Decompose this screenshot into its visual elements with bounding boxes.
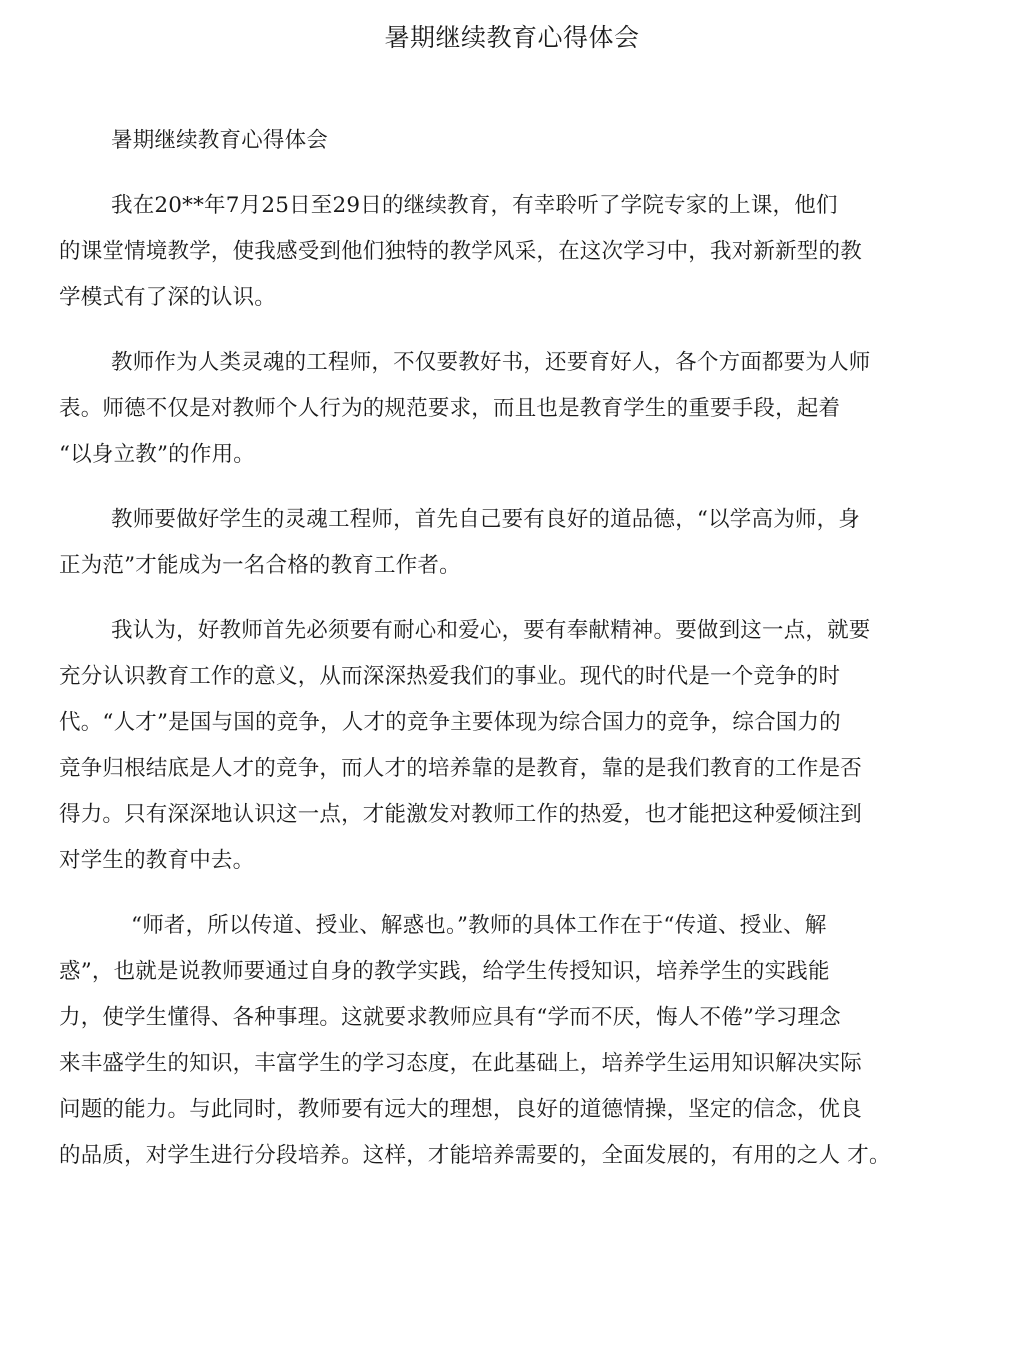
- paragraph-line: 的品质，对学生进行分段培养。这样，才能培养需要的，全面发展的，有用的之人 才。: [59, 1143, 891, 1168]
- paragraph-line: 的课堂情境教学，使我感受到他们独特的教学风采，在这次学习中，我对新新型的教: [59, 239, 862, 264]
- paragraph-line: “以身立教”的作用。: [59, 442, 255, 467]
- paragraph: [59, 183, 959, 321]
- paragraph-line: 暑期继续教育心得体会: [111, 128, 329, 153]
- paragraph: [59, 340, 959, 478]
- paragraph: [59, 497, 959, 589]
- paragraph-line: 惑”，也就是说教师要通过自身的教学实践，给学生传授知识，培养学生的实践能: [59, 959, 830, 984]
- paragraph-line: 教师作为人类灵魂的工程师，不仅要教好书，还要育好人，各个方面都要为人师: [111, 350, 871, 375]
- paragraph-line: 我在20**年7月25日至29日的继续教育，有幸聆听了学院专家的上课，他们: [111, 193, 838, 218]
- paragraph-line: 竞争归根结底是人才的竞争，而人才的培养靠的是教育，靠的是我们教育的工作是否: [59, 756, 862, 781]
- paragraph-line: 教师要做好学生的灵魂工程师，首先自己要有良好的道品德，“以学高为师，身: [111, 507, 860, 532]
- paragraph-line: 充分认识教育工作的意义，从而深深热爱我们的事业。现代的时代是一个竞争的时: [59, 664, 841, 689]
- paragraph-line: 代。“人才”是国与国的竞争，人才的竞争主要体现为综合国力的竞争，综合国力的: [59, 710, 841, 735]
- paragraph: [59, 903, 959, 1179]
- paragraph-line: 得力。只有深深地认识这一点，才能激发对教师工作的热爱，也才能把这种爱倾注到: [59, 802, 862, 827]
- paragraph-line: 正为范”才能成为一名合格的教育工作者。: [59, 553, 461, 578]
- paragraph-line: “师者，所以传道、授业、解惑也。”教师的具体工作在于“传道、授业、解: [131, 913, 827, 938]
- paragraph-line: 力，使学生懂得、各种事理。这就要求教师应具有“学而不厌，悔人不倦”学习理念: [59, 1005, 841, 1030]
- document-body: [59, 118, 959, 1198]
- paragraph: [59, 118, 959, 164]
- paragraph-line: 对学生的教育中去。: [59, 848, 255, 873]
- paragraph-line: 表。师德不仅是对教师个人行为的规范要求，而且也是教育学生的重要手段，起着: [59, 396, 841, 421]
- paragraph-line: 来丰盛学生的知识，丰富学生的学习态度，在此基础上，培养学生运用知识解决实际: [59, 1051, 862, 1076]
- paragraph: [59, 608, 959, 884]
- paragraph-line: 学模式有了深的认识。: [59, 285, 277, 310]
- paragraph-line: 我认为，好教师首先必须要有耐心和爱心，要有奉献精神。要做到这一点，就要: [111, 618, 871, 643]
- document-title: 暑期继续教育心得体会: [384, 23, 640, 52]
- paragraph-line: 问题的能力。与此同时，教师要有远大的理想，良好的道德情操，坚定的信念，优良: [59, 1097, 862, 1122]
